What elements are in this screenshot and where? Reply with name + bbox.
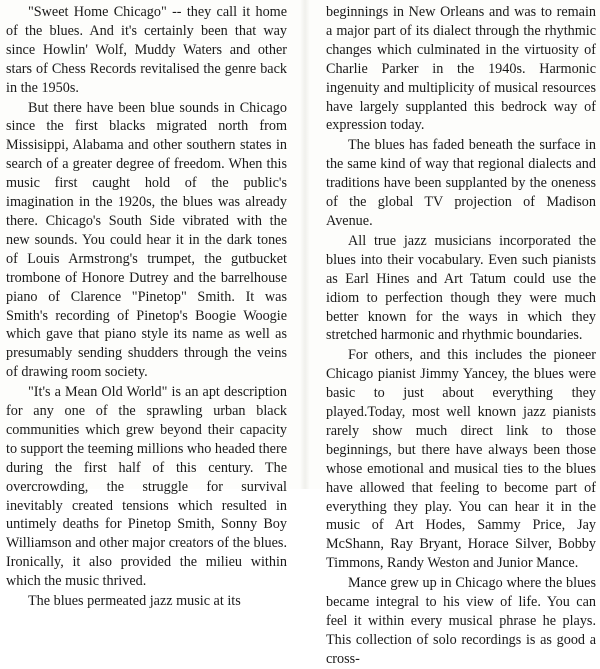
left-text-column <box>6 0 287 611</box>
paragraph: beginnings in New Orleans and was to remain a major part of its dialect through the rhythmic changes which culminated in the virtuosity of Charlie Parker in the 1940s. Harmonic ingenuity and multiplicity of musical resources have largely supplanted this bedrock way of expression today. <box>326 4 596 134</box>
paragraph: The blues permeated jazz music at its <box>28 593 241 610</box>
paragraph: The blues has faded beneath the surface in the same kind of way that regional dialects and traditions have been supplanted by the oneness of the global TV projection of Madison Avenue. <box>326 137 596 229</box>
paragraph: Mance grew up in Chicago where the blues became integral to his view of life. You can feel it within every musical phrase he plays. This collection of solo recordings is as good a cross- <box>326 575 596 667</box>
right-text-column <box>326 0 596 669</box>
paragraph: "Sweet Home Chicago" -- they call it home of the blues. And it's certainly been that way since Howlin' Wolf, Muddy Waters and other stars of Chess Records revitalised the genre back in the 1950s. <box>6 4 287 96</box>
paragraph: "It's a Mean Old World" is an apt description for any one of the sprawling urban black communities which grew beyond their capacity to support the teeming millions who headed there during the first half of this century. The overcrowding, the struggle for survival inevitably created tensions which resulted in untimely deaths for Pinetop Smith, Sonny Boy Williamson and other major creators of the blues. Ironically, it also provided the milieu within which the music thrived. <box>6 384 287 590</box>
page-gutter <box>300 0 310 489</box>
paragraph: For others, and this includes the pioneer Chicago pianist Jimmy Yancey, the blues were basic to just about everything they played.Today, most well known jazz pianists rarely show much direct link to those beginnings, but there have always been those whose emotional and musical ties to the blues have allowed that feeling to become part of everything they play. You can hear it in the music of Art Hodes, Sammy Price, Jay McShann, Ray Bryant, Horace Silver, Bobby Timmons, Randy Weston and Junior Mance. <box>326 347 596 572</box>
paragraph: All true jazz musicians incorporated the blues into their vocabulary. Even such pianists as Earl Hines and Art Tatum could use the idiom to perfection though they were much better known for the ways in which they stretched harmonic and rhythmic boundaries. <box>326 232 596 344</box>
paragraph: But there have been blue sounds in Chicago since the first blacks migrated north from Missisippi, Alabama and other southern states in search of a greater degree of freedom. When this music first caught hold of the public's imagination in the 1920s, the blues was already there. Chicago's South Side vibrated with the new sounds. You could hear it in the dark tones of Louis Armstrong's trumpet, the gutbucket trombone of Honore Dutrey and the barrelhouse piano of Clarence "Pinetop" Smith. It was Smith's recording of Pinetop's Boogie Woogie which gave that piano style its name as well as presumably sending shudders through the veins of drawing room society. <box>6 99 287 381</box>
